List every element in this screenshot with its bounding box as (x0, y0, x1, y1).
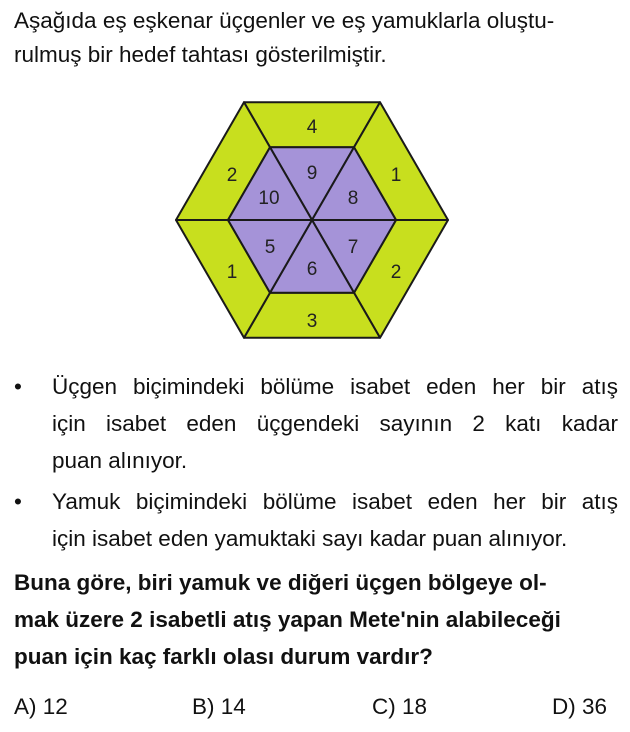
question-line-2: mak üzere 2 isabetli atış yapan Mete'nin alabileceği (14, 607, 561, 632)
rule-line: Üçgen biçimindeki bölüme isabet eden her bir atış (52, 374, 618, 399)
answer-options (0, 694, 630, 730)
rule-line: için isabet eden yamuktaki sayı kadar puan alınıyor. (52, 526, 568, 551)
triangle-bottom-right-number: 7 (347, 237, 359, 258)
trapezoid-bottom-number: 3 (306, 311, 318, 332)
bullet-marker: • (14, 489, 22, 514)
question-line-1: Buna göre, biri yamuk ve diğeri üçgen bölgeye ol- (14, 570, 547, 595)
trapezoid-top-left-number: 2 (226, 165, 238, 186)
trapezoid-bottom-right-number: 2 (390, 262, 402, 283)
rule-line: puan alınıyor. (52, 448, 188, 473)
intro-line-1: Aşağıda eş eşkenar üçgenler ve eş yamuklarla oluştu- (14, 8, 555, 33)
rule-item-trapezoid (14, 483, 618, 557)
triangle-bottom-left-number: 5 (264, 237, 276, 258)
dartboard-svg (170, 100, 454, 344)
question-line-3: puan için kaç farklı olası durum vardır? (14, 644, 433, 669)
option-b[interactable]: B) 14 (192, 694, 246, 719)
triangle-top-right-number: 8 (347, 188, 359, 209)
bullet-marker: • (14, 374, 22, 399)
trapezoid-bottom-left-number: 1 (226, 262, 238, 283)
intro-line-2: rulmuş bir hedef tahtası gösterilmiştir. (14, 42, 387, 67)
question-text (14, 564, 614, 675)
triangle-bottom-number: 6 (306, 259, 318, 280)
triangle-top-number: 9 (306, 163, 318, 184)
option-c[interactable]: C) 18 (372, 694, 428, 719)
triangle-top-left-number: 10 (258, 188, 280, 209)
trapezoid-top-number: 4 (306, 117, 318, 138)
dartboard-figure (170, 100, 454, 344)
rule-item-triangle (14, 368, 618, 479)
intro-text (14, 4, 614, 72)
rule-line: için isabet eden üçgendeki sayının 2 katı kadar (52, 411, 618, 436)
trapezoid-top-right-number: 1 (390, 165, 402, 186)
rules-list (14, 368, 618, 561)
option-d[interactable]: D) 36 (552, 694, 608, 719)
rule-line: Yamuk biçimindeki bölüme isabet eden her bir atış (52, 489, 618, 514)
option-a[interactable]: A) 12 (14, 694, 68, 719)
